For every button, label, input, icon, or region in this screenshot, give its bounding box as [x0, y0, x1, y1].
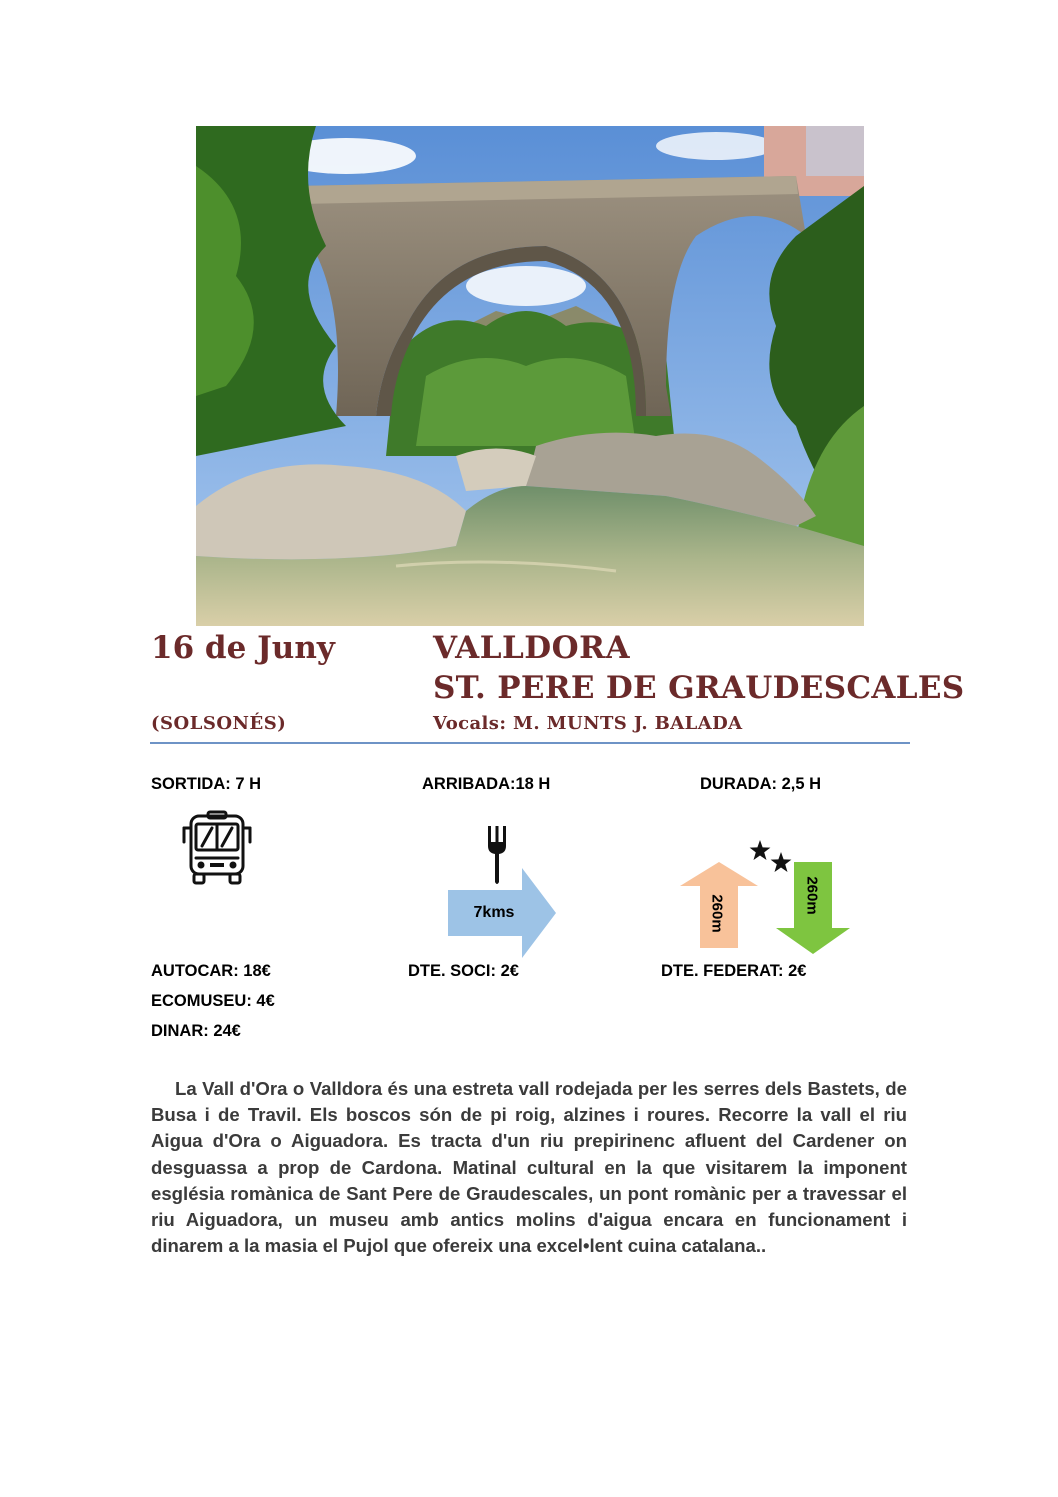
departure-time: SORTIDA: 7 H	[151, 775, 262, 793]
arrival-time: ARRIBADA:18 H	[422, 775, 551, 793]
trip-region: (SOLSONÉS)	[151, 713, 287, 734]
descent-label	[794, 862, 830, 928]
trip-vocals: Vocals: M. MUNTS J. BALADA	[433, 713, 743, 734]
trip-date: 16 de Juny	[151, 630, 335, 666]
trip-title-line1: VALLDORA	[433, 630, 630, 666]
header-divider	[150, 742, 910, 744]
bus-icon	[182, 810, 252, 891]
trip-title-line2: ST. PERE DE GRAUDESCALES	[433, 670, 965, 706]
bridge-photo	[196, 126, 864, 626]
discount-soci: DTE. SOCI: 2€	[408, 962, 519, 980]
discount-federat: DTE. FEDERAT: 2€	[661, 962, 807, 980]
duration: DURADA: 2,5 H	[700, 775, 822, 793]
distance-label: 7kms	[473, 904, 515, 921]
ascent-label	[698, 880, 736, 946]
trip-description: La Vall d'Ora o Valldora és una estreta vall rodejada per les serres dels Bastets, de Busa i de Travil. Els boscos són de pi roig, alzines i roures. Recorre la vall el riu Aigua d'Ora o Aiguadora. Es tracta d'un riu prepirinenc afluent del Cardener on desguassa a prop de Cardona. Matinal cultural en la que visitarem la imponent església romànica de Sant Pere de Graudescales, un pont romànic per a travessar el riu Aiguadora, un museu amb antics molins d'aigua encara en funcionament i dinarem a la masia el Pujol que ofereix una excel•lent cuina catalana..	[151, 1078, 907, 1257]
price-ecomuseu: ECOMUSEU: 4€	[151, 992, 275, 1010]
ascent-value: 260m	[708, 893, 726, 933]
price-autocar: AUTOCAR: 18€	[151, 962, 271, 980]
descent-value: 260m	[803, 875, 821, 915]
price-dinar: DINAR: 24€	[151, 1022, 241, 1040]
